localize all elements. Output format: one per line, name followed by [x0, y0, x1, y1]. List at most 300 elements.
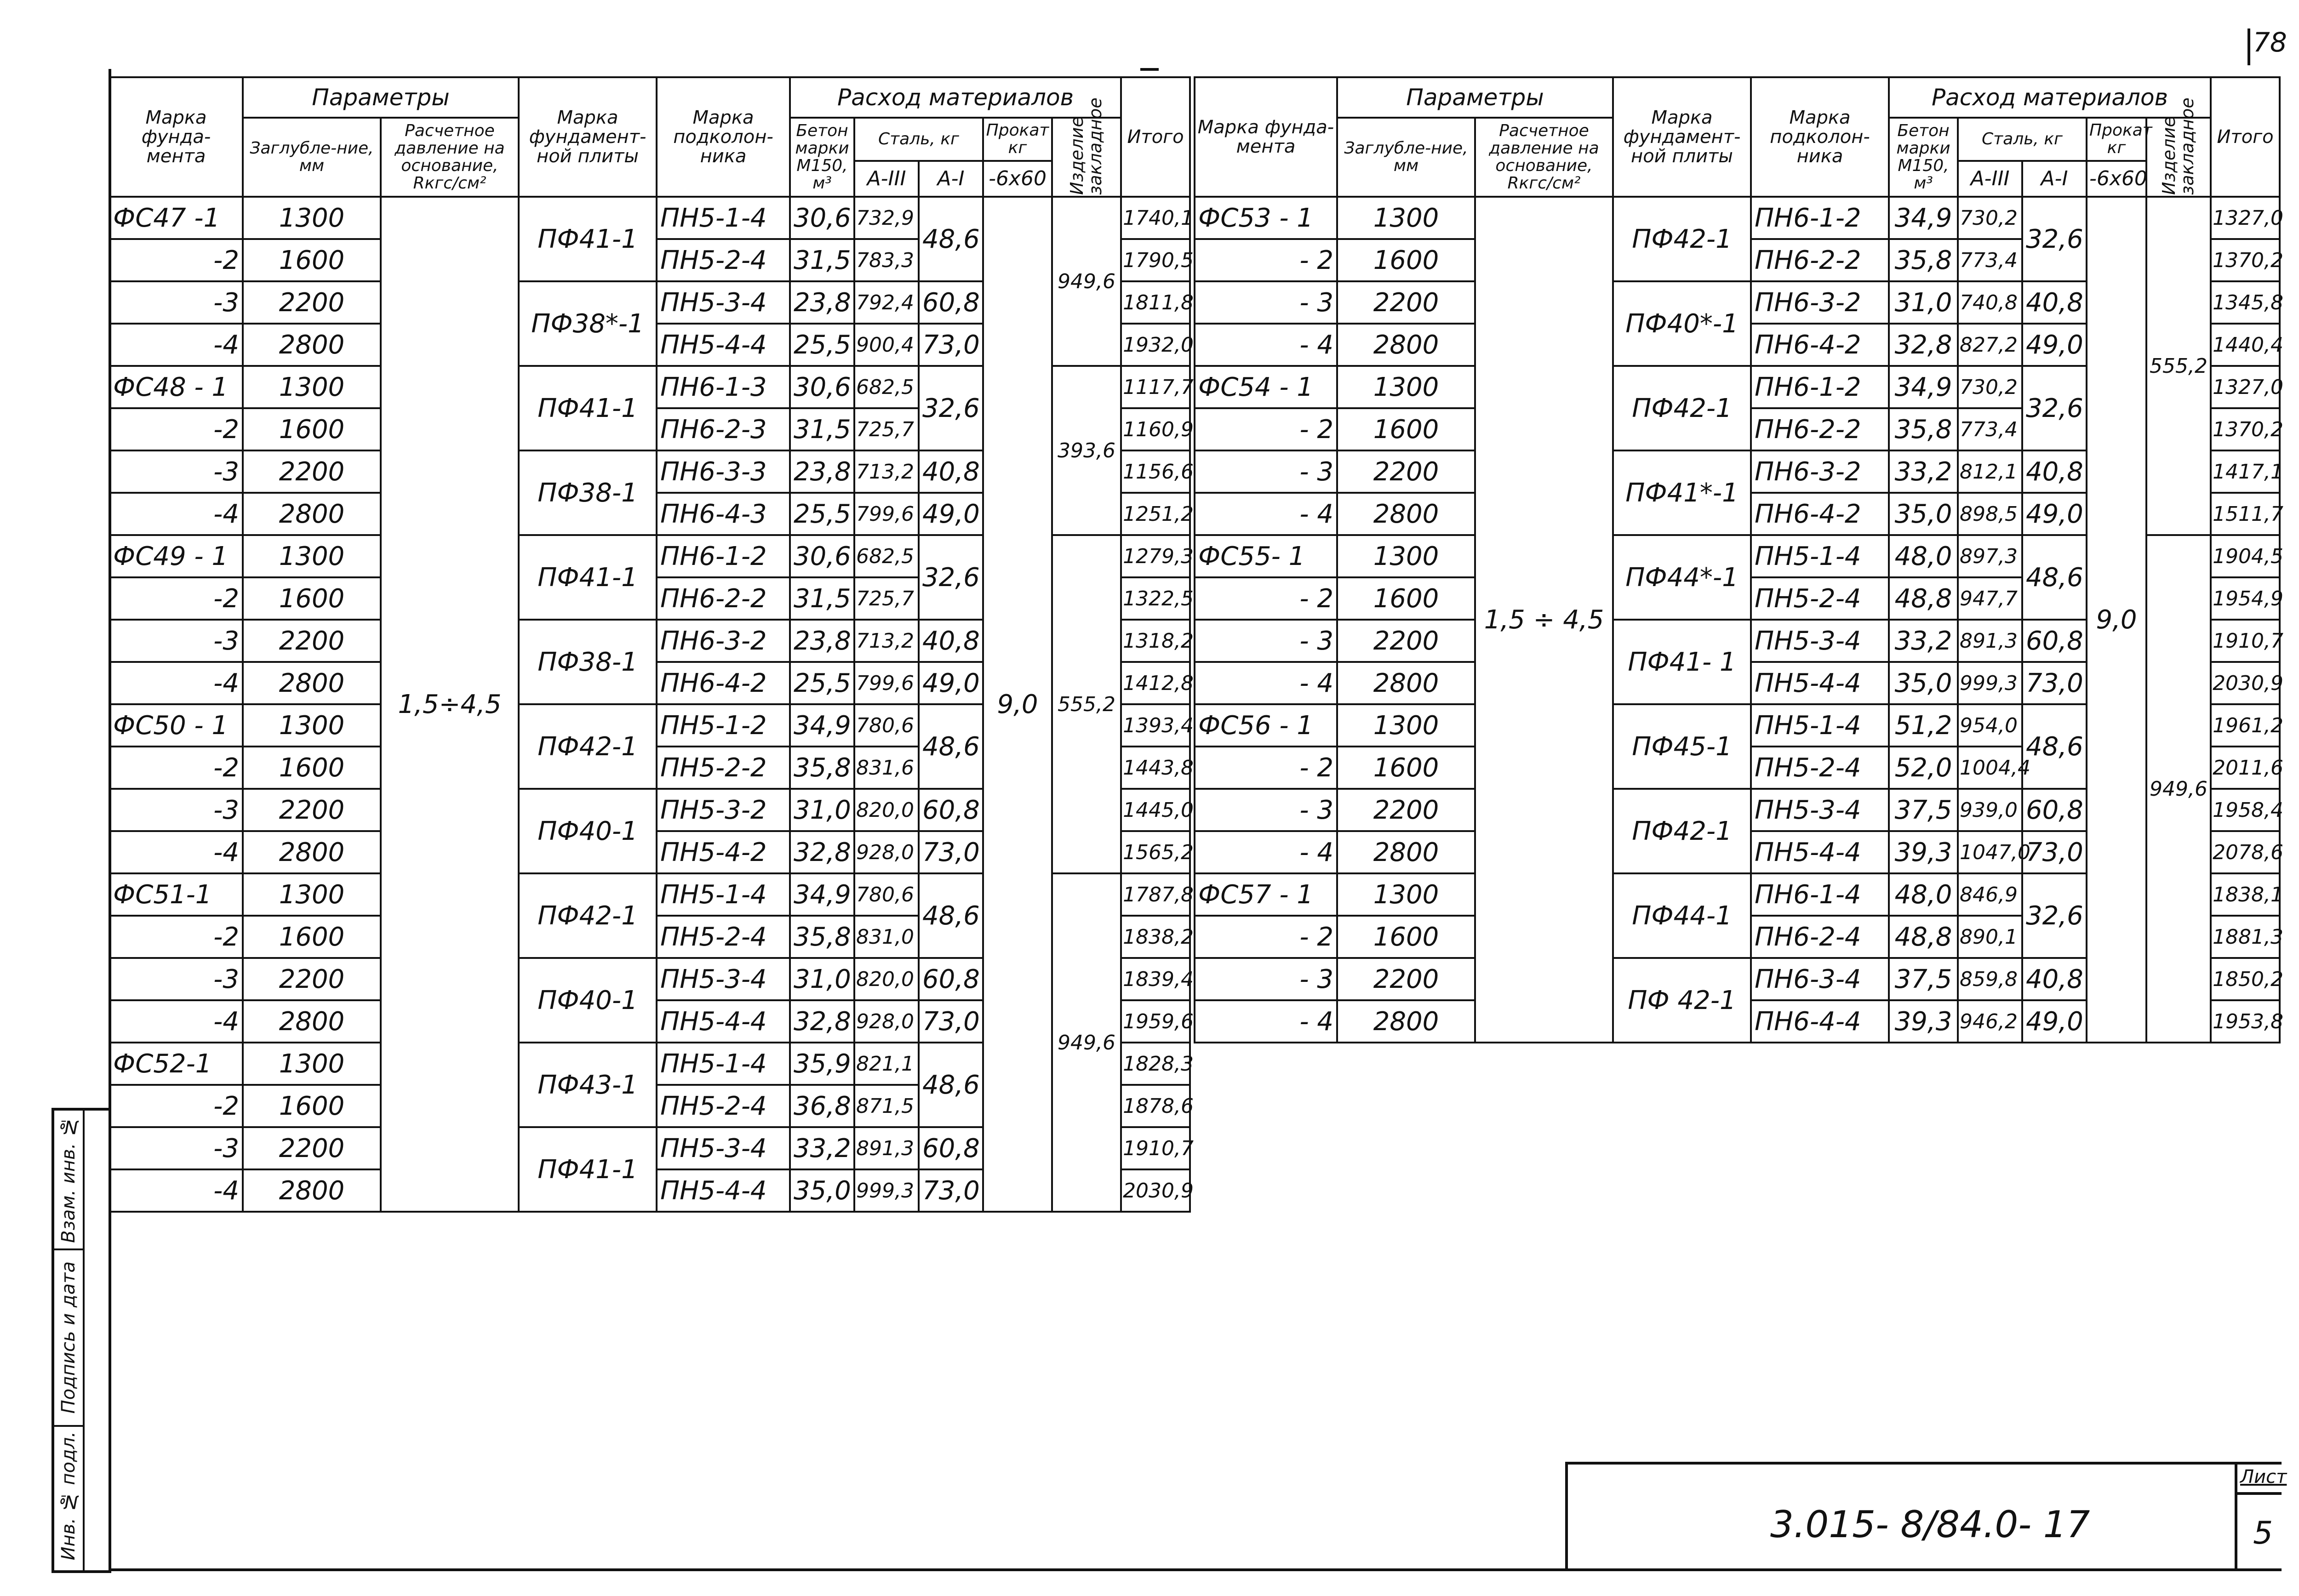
cell-depth: 1600 — [243, 239, 381, 281]
cell-foundation-mark: - 2 — [1195, 239, 1337, 281]
cell-plate-mark: ПФ40-1 — [519, 789, 657, 873]
cell-depth: 1600 — [243, 577, 381, 620]
cell-a1: 40,8 — [2022, 281, 2087, 324]
side-stamp — [51, 1108, 111, 1573]
cell-plate-mark: ПФ43-1 — [519, 1043, 657, 1127]
cell-concrete: 37,5 — [1889, 958, 1958, 1000]
cell-a1: 48,6 — [919, 1043, 983, 1127]
cell-a1: 49,0 — [2022, 1000, 2087, 1043]
cell-total: 1838,2 — [1121, 916, 1190, 958]
cell-foundation-mark: -3 — [109, 281, 243, 324]
cell-a1: 40,8 — [919, 620, 983, 662]
side-inv-no: Инв. № подл. — [58, 1431, 79, 1561]
sheet-label: Лист — [2240, 1466, 2287, 1488]
cell-a3: 812,1 — [1958, 450, 2022, 493]
left-materials-table — [109, 76, 1194, 1213]
cell-a3: 928,0 — [854, 1000, 919, 1043]
cell-plate-mark: ПФ 42-1 — [1613, 958, 1751, 1043]
cell-total: 1904,5 — [2211, 535, 2280, 577]
cell-foundation-mark: - 2 — [1195, 408, 1337, 450]
cell-foundation-mark: - 3 — [1195, 281, 1337, 324]
cell-foundation-mark: ФС56 - 1 — [1195, 704, 1337, 747]
title-block-divider — [2235, 1465, 2237, 1571]
cell-column-mark: ПН6-2-3 — [657, 408, 790, 450]
cell-foundation-mark: ФС53 - 1 — [1195, 197, 1337, 239]
cell-total: 1959,6 — [1121, 1000, 1190, 1043]
cell-total: 1910,7 — [2211, 620, 2280, 662]
hdr-rolled: Прокат кг — [2087, 118, 2146, 161]
cell-concrete: 30,6 — [790, 197, 854, 239]
cell-column-mark: ПН5-4-4 — [1751, 831, 1889, 873]
cell-column-mark: ПН6-3-4 — [1751, 958, 1889, 1000]
cell-a1: 48,6 — [919, 704, 983, 789]
hdr-steel: Сталь, кг — [1958, 118, 2087, 161]
side-stamp-divider — [83, 1111, 85, 1570]
cell-total: 1327,0 — [2211, 366, 2280, 408]
hdr-steel: Сталь, кг — [854, 118, 983, 161]
cell-total: 1370,2 — [2211, 239, 2280, 281]
cell-foundation-mark: -2 — [109, 239, 243, 281]
cell-a3: 946,2 — [1958, 1000, 2022, 1043]
cell-a1: 40,8 — [2022, 958, 2087, 1000]
cell-concrete: 39,3 — [1889, 831, 1958, 873]
cell-plate-mark: ПФ40*-1 — [1613, 281, 1751, 366]
cell-depth: 2800 — [243, 493, 381, 535]
cell-foundation-mark: - 3 — [1195, 789, 1337, 831]
cell-total: 1445,0 — [1121, 789, 1190, 831]
cell-a1: 49,0 — [2022, 493, 2087, 535]
cell-a3: 783,3 — [854, 239, 919, 281]
hdr-pressure: Расчетное давление на основание, Rкгс/см² — [381, 118, 519, 197]
cell-foundation-mark: ФС57 - 1 — [1195, 873, 1337, 916]
cell-total: 1322,5 — [1121, 577, 1190, 620]
cell-foundation-mark: ФС51-1 — [109, 873, 243, 916]
cell-a3: 820,0 — [854, 958, 919, 1000]
cell-depth: 1300 — [243, 873, 381, 916]
cell-a3: 954,0 — [1958, 704, 2022, 747]
cell-a1: 48,6 — [2022, 535, 2087, 620]
cell-a3: 713,2 — [854, 450, 919, 493]
cell-total: 1318,2 — [1121, 620, 1190, 662]
cell-column-mark: ПН6-4-3 — [657, 493, 790, 535]
cell-a3: 890,1 — [1958, 916, 2022, 958]
cell-column-mark: ПН6-3-2 — [657, 620, 790, 662]
cell-column-mark: ПН6-2-4 — [1751, 916, 1889, 958]
cell-foundation-mark: -2 — [109, 916, 243, 958]
cell-concrete: 33,2 — [1889, 450, 1958, 493]
cell-column-mark: ПН5-3-4 — [1751, 620, 1889, 662]
cell-a1: 73,0 — [919, 324, 983, 366]
cell-a3: 682,5 — [854, 366, 919, 408]
cell-concrete: 33,2 — [1889, 620, 1958, 662]
cell-total: 1565,2 — [1121, 831, 1190, 873]
cell-a3: 725,7 — [854, 408, 919, 450]
cell-total: 1345,8 — [2211, 281, 2280, 324]
cell-column-mark: ПН5-1-4 — [657, 197, 790, 239]
title-block — [1565, 1462, 2287, 1571]
cell-depth: 1300 — [243, 366, 381, 408]
cell-depth: 1300 — [243, 535, 381, 577]
cell-concrete: 31,5 — [790, 239, 854, 281]
cell-embedded: 555,2 — [1052, 535, 1121, 873]
cell-column-mark: ПН6-4-2 — [1751, 493, 1889, 535]
cell-concrete: 31,0 — [1889, 281, 1958, 324]
side-replace-inv: Взам. инв. № — [54, 1111, 83, 1250]
cell-concrete: 32,8 — [790, 831, 854, 873]
hdr-a3: А-III — [1958, 161, 2022, 197]
cell-concrete: 36,8 — [790, 1085, 854, 1127]
cell-pressure: 1,5÷4,5 — [381, 197, 519, 1212]
cell-a1: 32,6 — [919, 366, 983, 450]
cell-column-mark: ПН6-1-2 — [657, 535, 790, 577]
cell-column-mark: ПН5-3-4 — [657, 1127, 790, 1169]
cell-column-mark: ПН5-4-4 — [657, 1169, 790, 1212]
cell-a3: 780,6 — [854, 704, 919, 747]
cell-a3: 682,5 — [854, 535, 919, 577]
cell-a3: 947,7 — [1958, 577, 2022, 620]
cell-depth: 2800 — [243, 1169, 381, 1212]
cell-total: 1790,5 — [1121, 239, 1190, 281]
cell-a1: 48,6 — [2022, 704, 2087, 789]
cell-plate-mark: ПФ41-1 — [519, 366, 657, 450]
page-number-mark — [2248, 28, 2250, 65]
cell-plate-mark: ПФ41-1 — [519, 197, 657, 281]
cell-depth: 1300 — [1337, 535, 1475, 577]
cell-concrete: 35,0 — [790, 1169, 854, 1212]
cell-depth: 2200 — [243, 789, 381, 831]
hdr-plate-mark: Марка фундамент-ной плиты — [1613, 77, 1751, 197]
cell-concrete: 37,5 — [1889, 789, 1958, 831]
cell-a3: 831,6 — [854, 747, 919, 789]
cell-a3: 725,7 — [854, 577, 919, 620]
cell-a1: 73,0 — [919, 1169, 983, 1212]
cell-plate-mark: ПФ42-1 — [1613, 366, 1751, 450]
cell-total: 1117,7 — [1121, 366, 1190, 408]
cell-plate-mark: ПФ41- 1 — [1613, 620, 1751, 704]
cell-plate-mark: ПФ38-1 — [519, 620, 657, 704]
cell-column-mark: ПН5-1-4 — [657, 873, 790, 916]
cell-total: 2078,6 — [2211, 831, 2280, 873]
cell-a1: 49,0 — [919, 662, 983, 704]
cell-total: 1811,8 — [1121, 281, 1190, 324]
cell-depth: 2200 — [1337, 281, 1475, 324]
hdr-size: -6х60 — [2087, 161, 2146, 197]
cell-column-mark: ПН5-2-4 — [657, 1085, 790, 1127]
cell-column-mark: ПН6-2-2 — [1751, 408, 1889, 450]
cell-concrete: 34,9 — [1889, 366, 1958, 408]
cell-total: 1279,3 — [1121, 535, 1190, 577]
cell-column-mark: ПН6-2-2 — [657, 577, 790, 620]
cell-a1: 32,6 — [919, 535, 983, 620]
cell-a1: 48,6 — [919, 873, 983, 958]
cell-total: 1370,2 — [2211, 408, 2280, 450]
cell-a3: 773,4 — [1958, 239, 2022, 281]
cell-rolled: 9,0 — [2087, 197, 2146, 1043]
cell-foundation-mark: - 4 — [1195, 324, 1337, 366]
cell-total: 2030,9 — [2211, 662, 2280, 704]
cell-concrete: 31,5 — [790, 577, 854, 620]
cell-total: 1160,9 — [1121, 408, 1190, 450]
cell-depth: 1600 — [1337, 408, 1475, 450]
sheet-number: 5 — [2253, 1515, 2273, 1551]
cell-depth: 2200 — [243, 450, 381, 493]
cell-concrete: 52,0 — [1889, 747, 1958, 789]
cell-column-mark: ПН6-2-2 — [1751, 239, 1889, 281]
cell-column-mark: ПН5-2-4 — [657, 916, 790, 958]
cell-embedded: 949,6 — [2146, 535, 2211, 1043]
cell-a3: 773,4 — [1958, 408, 2022, 450]
cell-a3: 821,1 — [854, 1043, 919, 1085]
cell-a1: 60,8 — [919, 789, 983, 831]
cell-foundation-mark: ФС52-1 — [109, 1043, 243, 1085]
cell-total: 1953,8 — [2211, 1000, 2280, 1043]
hdr-depth: Заглубле-ние, мм — [1337, 118, 1475, 197]
cell-foundation-mark: - 2 — [1195, 916, 1337, 958]
cell-foundation-mark: -3 — [109, 1127, 243, 1169]
cell-a1: 32,6 — [2022, 197, 2087, 281]
hdr-foundation-mark: Марка фунда-мента — [109, 77, 243, 197]
hdr-total: Итого — [1121, 77, 1190, 197]
cell-depth: 2800 — [1337, 662, 1475, 704]
hdr-pressure: Расчетное давление на основание, Rкгс/см² — [1475, 118, 1613, 197]
cell-a1: 32,6 — [2022, 873, 2087, 958]
cell-depth: 1600 — [243, 916, 381, 958]
cell-a3: 799,6 — [854, 493, 919, 535]
right-materials-table — [1194, 76, 2284, 1043]
cell-foundation-mark: ФС55- 1 — [1195, 535, 1337, 577]
cell-depth: 2800 — [1337, 493, 1475, 535]
cell-column-mark: ПН6-4-2 — [657, 662, 790, 704]
cell-foundation-mark: -3 — [109, 958, 243, 1000]
cell-column-mark: ПН5-1-2 — [657, 704, 790, 747]
cell-total: 1932,0 — [1121, 324, 1190, 366]
side-sign-date: Подпись и дата — [54, 1250, 83, 1427]
cell-embedded: 949,6 — [1052, 197, 1121, 366]
hdr-params: Параметры — [243, 77, 519, 118]
cell-column-mark: ПН6-1-4 — [1751, 873, 1889, 916]
hdr-concrete: Бетон марки М150, м³ — [790, 118, 854, 197]
cell-foundation-mark: -4 — [109, 1000, 243, 1043]
cell-a3: 827,2 — [1958, 324, 2022, 366]
cell-foundation-mark: - 3 — [1195, 958, 1337, 1000]
cell-column-mark: ПН5-3-4 — [1751, 789, 1889, 831]
cell-column-mark: ПН5-4-4 — [657, 1000, 790, 1043]
cell-concrete: 30,6 — [790, 535, 854, 577]
cell-foundation-mark: -3 — [109, 450, 243, 493]
cell-concrete: 25,5 — [790, 662, 854, 704]
cell-depth: 1300 — [1337, 704, 1475, 747]
cell-a3: 1047,0 — [1958, 831, 2022, 873]
table-row — [1195, 197, 2280, 239]
cell-a1: 60,8 — [919, 1127, 983, 1169]
cell-foundation-mark: -4 — [109, 493, 243, 535]
cell-a3: 999,3 — [854, 1169, 919, 1212]
cell-a3: 713,2 — [854, 620, 919, 662]
cell-depth: 2200 — [1337, 958, 1475, 1000]
hdr-foundation-mark: Марка фунда-мента — [1195, 77, 1337, 197]
hdr-materials: Расход материалов — [790, 77, 1121, 118]
cell-foundation-mark: ФС49 - 1 — [109, 535, 243, 577]
cell-total: 1828,3 — [1121, 1043, 1190, 1085]
cell-foundation-mark: -4 — [109, 662, 243, 704]
cell-depth: 2800 — [1337, 324, 1475, 366]
cell-depth: 2200 — [243, 281, 381, 324]
cell-depth: 1300 — [1337, 197, 1475, 239]
cell-foundation-mark: -3 — [109, 789, 243, 831]
cell-foundation-mark: - 4 — [1195, 831, 1337, 873]
cell-concrete: 51,2 — [1889, 704, 1958, 747]
cell-total: 1412,8 — [1121, 662, 1190, 704]
cell-a3: 928,0 — [854, 831, 919, 873]
cell-foundation-mark: ФС47 -1 — [109, 197, 243, 239]
cell-a3: 799,6 — [854, 662, 919, 704]
cell-column-mark: ПН5-4-4 — [1751, 662, 1889, 704]
cell-embedded: 949,6 — [1052, 873, 1121, 1212]
cell-total: 1740,1 — [1121, 197, 1190, 239]
cell-embedded: 555,2 — [2146, 197, 2211, 535]
cell-total: 1958,4 — [2211, 789, 2280, 831]
cell-column-mark: ПН5-3-4 — [657, 958, 790, 1000]
cell-column-mark: ПН6-3-3 — [657, 450, 790, 493]
cell-total: 1440,4 — [2211, 324, 2280, 366]
cell-depth: 1300 — [1337, 366, 1475, 408]
cell-a1: 32,6 — [2022, 366, 2087, 450]
hdr-embedded: Изделие закладное — [1052, 118, 1121, 197]
cell-a1: 48,6 — [919, 197, 983, 281]
sheet-label-divider — [2235, 1492, 2282, 1495]
cell-a3: 780,6 — [854, 873, 919, 916]
cell-depth: 1300 — [243, 1043, 381, 1085]
cell-column-mark: ПН5-4-2 — [657, 831, 790, 873]
cell-depth: 1300 — [1337, 873, 1475, 916]
cell-a3: 732,9 — [854, 197, 919, 239]
cell-column-mark: ПН5-2-2 — [657, 747, 790, 789]
cell-foundation-mark: - 3 — [1195, 620, 1337, 662]
cell-depth: 1600 — [1337, 577, 1475, 620]
cell-concrete: 34,9 — [790, 704, 854, 747]
cell-foundation-mark: - 4 — [1195, 1000, 1337, 1043]
cell-concrete: 35,9 — [790, 1043, 854, 1085]
cell-plate-mark: ПФ44*-1 — [1613, 535, 1751, 620]
hdr-concrete: Бетон марки М150, м³ — [1889, 118, 1958, 197]
hdr-plate-mark: Марка фундамент-ной плиты — [519, 77, 657, 197]
cell-column-mark: ПН5-1-4 — [657, 1043, 790, 1085]
hdr-params: Параметры — [1337, 77, 1613, 118]
cell-a1: 73,0 — [919, 1000, 983, 1043]
cell-total: 1881,3 — [2211, 916, 2280, 958]
cell-plate-mark: ПФ38-1 — [519, 450, 657, 535]
cell-column-mark: ПН5-2-4 — [1751, 577, 1889, 620]
cell-depth: 1600 — [1337, 747, 1475, 789]
cell-foundation-mark: - 4 — [1195, 493, 1337, 535]
cell-a3: 820,0 — [854, 789, 919, 831]
cell-pressure: 1,5 ÷ 4,5 — [1475, 197, 1613, 1043]
hdr-total: Итого — [2211, 77, 2280, 197]
cell-plate-mark: ПФ42-1 — [1613, 197, 1751, 281]
cell-a1: 49,0 — [919, 493, 983, 535]
hdr-column-mark: Марка подколон-ника — [657, 77, 790, 197]
cell-depth: 2800 — [243, 662, 381, 704]
hdr-rolled: Прокат кг — [983, 118, 1052, 161]
cell-plate-mark: ПФ42-1 — [519, 704, 657, 789]
cell-concrete: 31,0 — [790, 958, 854, 1000]
cell-a3: 891,3 — [854, 1127, 919, 1169]
cell-foundation-mark: -4 — [109, 324, 243, 366]
cell-concrete: 35,8 — [790, 747, 854, 789]
hdr-column-mark: Марка подколон-ника — [1751, 77, 1889, 197]
cell-depth: 2800 — [1337, 831, 1475, 873]
cell-column-mark: ПН6-1-2 — [1751, 197, 1889, 239]
cell-concrete: 35,8 — [1889, 239, 1958, 281]
cell-depth: 2200 — [1337, 789, 1475, 831]
cell-plate-mark: ПФ41*-1 — [1613, 450, 1751, 535]
cell-a1: 60,8 — [2022, 620, 2087, 662]
cell-foundation-mark: - 4 — [1195, 662, 1337, 704]
cell-column-mark: ПН5-1-4 — [1751, 535, 1889, 577]
cell-depth: 2800 — [1337, 1000, 1475, 1043]
cell-concrete: 23,8 — [790, 620, 854, 662]
cell-a3: 871,5 — [854, 1085, 919, 1127]
cell-foundation-mark: -2 — [109, 1085, 243, 1127]
cell-a3: 859,8 — [1958, 958, 2022, 1000]
cell-concrete: 48,8 — [1889, 916, 1958, 958]
cell-depth: 1300 — [243, 197, 381, 239]
cell-depth: 1600 — [243, 408, 381, 450]
cell-column-mark: ПН5-3-2 — [657, 789, 790, 831]
cell-foundation-mark: - 2 — [1195, 747, 1337, 789]
cell-foundation-mark: - 3 — [1195, 450, 1337, 493]
cell-total: 1417,1 — [2211, 450, 2280, 493]
cell-total: 1839,4 — [1121, 958, 1190, 1000]
cell-total: 1910,7 — [1121, 1127, 1190, 1169]
cell-concrete: 23,8 — [790, 450, 854, 493]
cell-a1: 73,0 — [2022, 662, 2087, 704]
hdr-a1: А-I — [919, 161, 983, 197]
cell-a3: 898,5 — [1958, 493, 2022, 535]
cell-total: 1156,6 — [1121, 450, 1190, 493]
cell-depth: 2200 — [243, 958, 381, 1000]
cell-column-mark: ПН6-1-2 — [1751, 366, 1889, 408]
cell-foundation-mark: ФС48 - 1 — [109, 366, 243, 408]
cell-concrete: 34,9 — [1889, 197, 1958, 239]
cell-depth: 1600 — [1337, 239, 1475, 281]
cell-plate-mark: ПФ41-1 — [519, 1127, 657, 1212]
cell-a3: 1004,4 — [1958, 747, 2022, 789]
cell-concrete: 31,0 — [790, 789, 854, 831]
cell-column-mark: ПН5-4-4 — [657, 324, 790, 366]
cell-plate-mark: ПФ42-1 — [1613, 789, 1751, 873]
cell-total: 1251,2 — [1121, 493, 1190, 535]
hdr-a1: А-I — [2022, 161, 2087, 197]
cell-column-mark: ПН6-3-2 — [1751, 450, 1889, 493]
cell-embedded: 393,6 — [1052, 366, 1121, 535]
cell-a3: 900,4 — [854, 324, 919, 366]
cell-a1: 49,0 — [2022, 324, 2087, 366]
cell-foundation-mark: -2 — [109, 577, 243, 620]
cell-depth: 2200 — [243, 620, 381, 662]
cell-foundation-mark: ФС50 - 1 — [109, 704, 243, 747]
cell-a3: 939,0 — [1958, 789, 2022, 831]
cell-total: 2030,9 — [1121, 1169, 1190, 1212]
cell-total: 1878,6 — [1121, 1085, 1190, 1127]
cell-total: 1787,8 — [1121, 873, 1190, 916]
cell-concrete: 31,5 — [790, 408, 854, 450]
cell-a3: 730,2 — [1958, 197, 2022, 239]
cell-foundation-mark: -4 — [109, 1169, 243, 1212]
cell-total: 1850,2 — [2211, 958, 2280, 1000]
cell-total: 1327,0 — [2211, 197, 2280, 239]
cell-plate-mark: ПФ41-1 — [519, 535, 657, 620]
